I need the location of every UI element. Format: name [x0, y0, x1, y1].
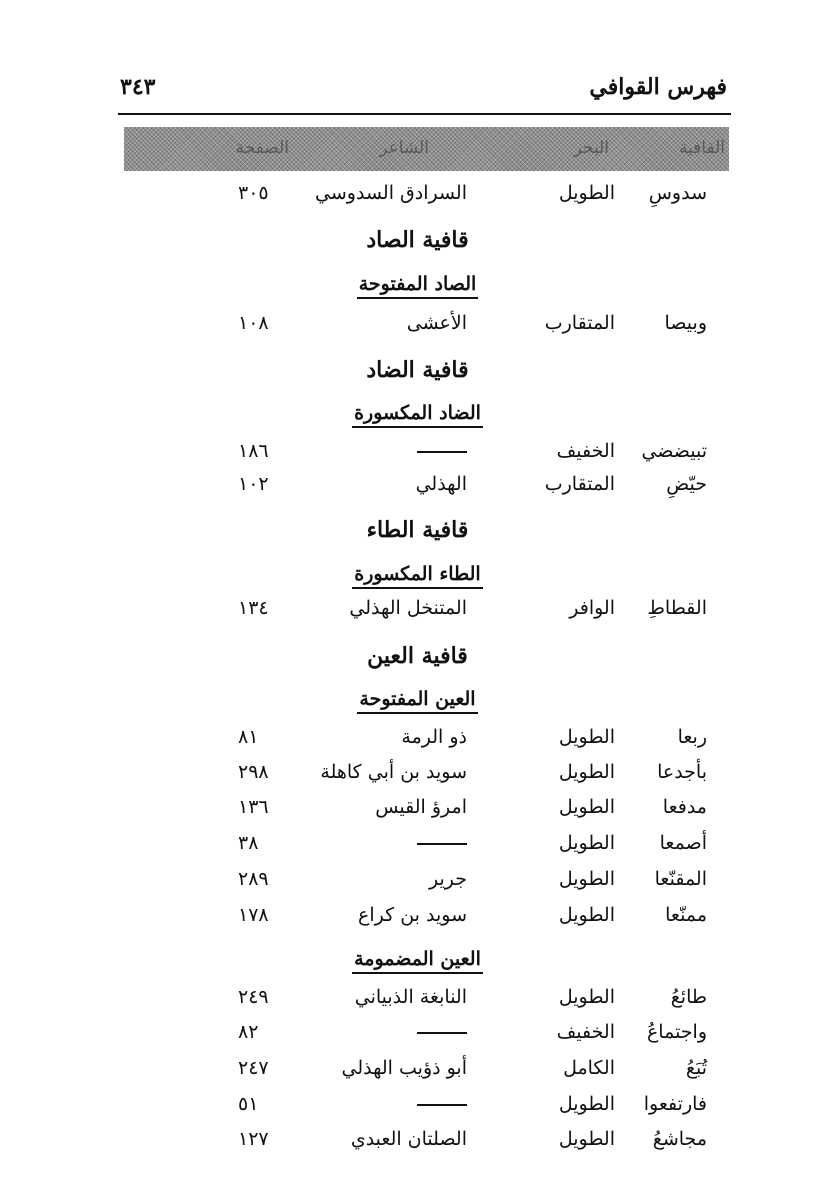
unknown-poet-dash	[417, 1104, 467, 1106]
meter-name: المتقارب	[544, 473, 615, 495]
section-title: قافية الضاد	[366, 357, 469, 383]
rhyme-word: القطاطِ	[647, 597, 707, 619]
rhyme-word: ممنّعا	[665, 904, 707, 926]
meter-name: الطويل	[558, 986, 615, 1008]
column-header-poet: الشاعر	[379, 138, 429, 158]
rhyme-word: حيّضِ	[666, 473, 707, 495]
page-reference: ١٠٨	[238, 312, 269, 334]
index-row	[0, 761, 835, 795]
subsection-title	[0, 402, 835, 424]
rhyme-word: طائعُ	[670, 986, 707, 1008]
index-row	[0, 473, 835, 507]
section-title: قافية الطاء	[366, 517, 469, 543]
meter-name: الكامل	[563, 1057, 615, 1079]
rhyme-word: ربعا	[677, 726, 707, 748]
meter-name: الطويل	[558, 904, 615, 926]
rhyme-word: مدفعا	[662, 796, 707, 818]
rhyme-word: مجاشعُ	[652, 1128, 707, 1150]
rhyme-word: وبيصا	[664, 312, 707, 334]
meter-name: الخفيف	[556, 440, 615, 462]
index-row	[0, 868, 835, 902]
page-reference: ٣٨	[238, 832, 259, 854]
meter-name: الطويل	[558, 761, 615, 783]
rhyme-word: فارتفعوا	[643, 1093, 707, 1115]
poet-name: السرادق السدوسي	[315, 182, 467, 204]
index-row	[0, 1128, 835, 1162]
poet-name: الأعشى	[406, 312, 467, 334]
unknown-poet-dash	[417, 1032, 467, 1034]
subsection-title	[0, 563, 835, 585]
poet-name: ذو الرمة	[401, 726, 467, 748]
section-title: قافية العين	[367, 643, 468, 669]
poet-name: المتنخل الهذلي	[349, 597, 467, 619]
index-row	[0, 1093, 835, 1127]
page-reference: ٣٠٥	[238, 182, 269, 204]
index-row	[0, 597, 835, 631]
page-reference: ١٣٦	[238, 796, 269, 818]
page-reference: ١٨٦	[238, 440, 269, 462]
meter-name: الطويل	[558, 1093, 615, 1115]
meter-name: الطويل	[558, 796, 615, 818]
index-row	[0, 904, 835, 938]
unknown-poet-dash	[417, 843, 467, 845]
meter-name: الطويل	[558, 726, 615, 748]
index-row	[0, 182, 835, 216]
poet-name: الصلتان العبدي	[350, 1128, 467, 1150]
page-reference: ١٣٤	[238, 597, 269, 619]
meter-name: المتقارب	[544, 312, 615, 334]
running-title: فهرس القوافي	[589, 74, 727, 100]
poet-name: الهذلي	[415, 473, 467, 495]
index-row	[0, 1057, 835, 1091]
poet-name: جرير	[429, 868, 467, 890]
index-row	[0, 1021, 835, 1055]
subsection-title	[0, 273, 835, 295]
poet-name: سويد بن أبي كاهلة	[320, 761, 467, 783]
page-reference: ٥١	[238, 1093, 259, 1115]
subsection-title	[0, 688, 835, 710]
subsection-label: الصاد المفتوحة	[357, 273, 479, 299]
meter-name: الخفيف	[556, 1021, 615, 1043]
rhyme-word: تُبَعُ	[685, 1057, 707, 1079]
poet-name: امرؤ القيس	[375, 796, 467, 818]
meter-name: الطويل	[558, 868, 615, 890]
page-reference: ٨٢	[238, 1021, 259, 1043]
meter-name: الطويل	[558, 832, 615, 854]
page-reference: ٢٤٧	[238, 1057, 269, 1079]
meter-name: الطويل	[558, 1128, 615, 1150]
subsection-label: الطاء المكسورة	[352, 563, 482, 589]
rhyme-word: بأجدعا	[657, 761, 707, 783]
index-row	[0, 726, 835, 760]
index-row	[0, 986, 835, 1020]
index-row	[0, 312, 835, 346]
rhyme-word: المقنّعا	[654, 868, 707, 890]
poet-name: النابغة الذبياني	[354, 986, 467, 1008]
page-reference: ٢٨٩	[238, 868, 269, 890]
rhyme-word: تبيضضي	[641, 440, 707, 462]
index-row	[0, 832, 835, 866]
index-row	[0, 440, 835, 474]
rhyme-word: أصمعا	[659, 832, 707, 854]
rhyme-word: سدوسِ	[648, 182, 707, 204]
section-title: قافية الصاد	[366, 227, 469, 253]
page-reference: ٢٤٩	[238, 986, 269, 1008]
subsection-label: العين المضمومة	[352, 948, 483, 974]
page-reference: ١٢٧	[238, 1128, 269, 1150]
column-header-meter: البحر	[573, 138, 609, 158]
page-reference: ٢٩٨	[238, 761, 269, 783]
page-reference: ٨١	[238, 726, 259, 748]
poet-name: أبو ذؤيب الهذلي	[341, 1057, 467, 1079]
page-reference: ١٠٢	[238, 473, 269, 495]
meter-name: الطويل	[558, 182, 615, 204]
subsection-label: العين المفتوحة	[357, 688, 477, 714]
page-reference: ١٧٨	[238, 904, 269, 926]
column-header-page: الصفحة	[235, 138, 289, 158]
column-header-rhyme: القافية	[678, 138, 725, 158]
index-row	[0, 796, 835, 830]
subsection-label: الضاد المكسورة	[352, 402, 483, 428]
unknown-poet-dash	[417, 451, 467, 453]
rhyme-word: واجتماعُ	[646, 1021, 707, 1043]
subsection-title	[0, 948, 835, 970]
page-number: ٣٤٣	[120, 74, 156, 100]
poet-name: سويد بن كراع	[358, 904, 467, 926]
meter-name: الوافر	[569, 597, 615, 619]
